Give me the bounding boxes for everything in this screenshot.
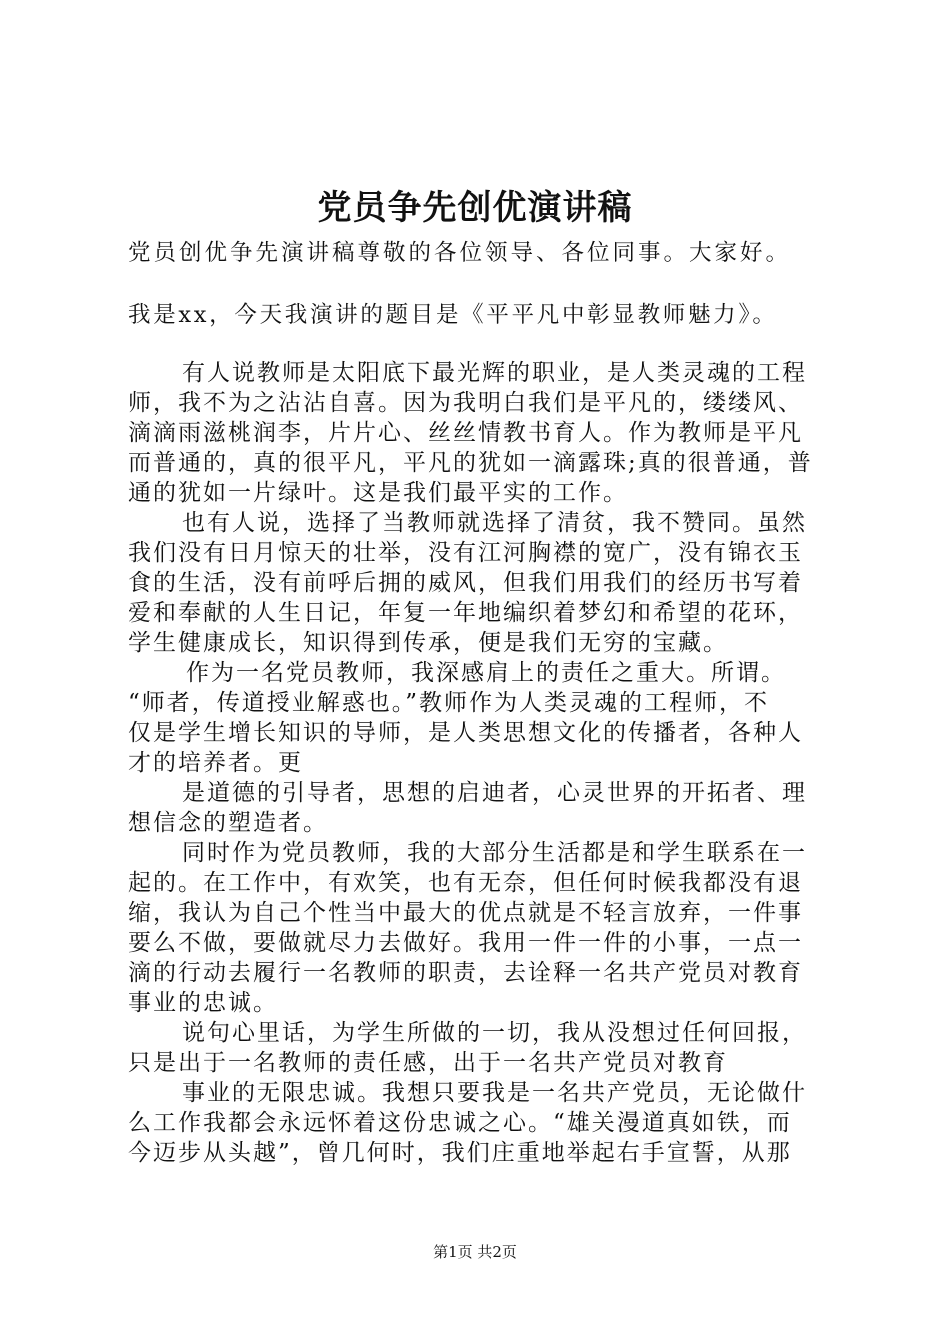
body-line: 事业的无限忠诚。我想只要我是一名共产党员，无论做什 — [182, 1080, 807, 1106]
page-footer: 第1页 共2页 — [433, 1243, 517, 1261]
intro-line-1: 党员创优争先演讲稿尊敬的各位领导、各位同事。大家好。 — [128, 240, 792, 266]
body-line: 通的犹如一片绿叶。这是我们最平实的工作。 — [128, 480, 628, 506]
body-line: 而普通的，真的很平凡，平凡的犹如一滴露珠;真的很普通，普 — [128, 450, 813, 476]
body-line: 才的培养者。更 — [128, 750, 303, 776]
body-line: 食的生活，没有前呼后拥的威风，但我们用我们的经历书写着 — [128, 570, 803, 596]
document-title: 党员争先创优演讲稿 — [317, 188, 633, 228]
body-line: 仅是学生增长知识的导师，是人类思想文化的传播者，各种人 — [128, 720, 803, 746]
body-line: 同时作为党员教师，我的大部分生活都是和学生联系在一 — [182, 840, 807, 866]
body-line: 我们没有日月惊天的壮举，没有江河胸襟的宽广，没有锦衣玉 — [128, 540, 803, 566]
body-line: 事业的忠诚。 — [128, 990, 278, 1016]
body-line: 滴滴雨滋桃润李，片片心、丝丝情教书育人。作为教师是平凡 — [128, 420, 803, 446]
body-line: 有人说教师是太阳底下最光辉的职业，是人类灵魂的工程 — [182, 360, 807, 386]
body-line: 起的。在工作中，有欢笑，也有无奈，但任何时候我都没有退 — [128, 870, 803, 896]
body-line: 是道德的引导者，思想的启迪者，心灵世界的开拓者、理 — [182, 780, 807, 806]
body-line: 学生健康成长，知识得到传承，便是我们无穷的宝藏。 — [128, 630, 728, 656]
body-line: 师，我不为之沾沾自喜。因为我明白我们是平凡的，缕缕风、 — [128, 390, 803, 416]
body-line: 作为一名党员教师，我深感肩上的责任之重大。所谓。 — [186, 660, 786, 686]
intro-line-2: 我是xx，今天我演讲的题目是《平平凡中彰显教师魅力》。 — [128, 302, 778, 328]
body-line: “师者，传道授业解惑也。”教师作为人类灵魂的工程师，不 — [128, 690, 770, 716]
body-line: 今迈步从头越”，曾几何时，我们庄重地举起右手宣誓，从那 — [128, 1140, 792, 1166]
body-line: 也有人说，选择了当教师就选择了清贫，我不赞同。虽然 — [182, 510, 807, 536]
body-line: 只是出于一名教师的责任感，出于一名共产党员对教育 — [128, 1050, 728, 1076]
body-line: 缩，我认为自己个性当中最大的优点就是不轻言放弃，一件事 — [128, 900, 803, 926]
body-line: 要么不做，要做就尽力去做好。我用一件一件的小事，一点一 — [128, 930, 803, 956]
body-line: 说句心里话，为学生所做的一切，我从没想过任何回报， — [182, 1020, 807, 1046]
body-line: 么工作我都会永远怀着这份忠诚之心。“雄关漫道真如铁，而 — [128, 1110, 792, 1136]
body-line: 想信念的塑造者。 — [128, 810, 328, 836]
body-line: 爱和奉献的人生日记，年复一年地编织着梦幻和希望的花环， — [128, 600, 803, 626]
body-line: 滴的行动去履行一名教师的职责，去诠释一名共产党员对教育 — [128, 960, 803, 986]
document-body — [128, 358, 838, 1168]
